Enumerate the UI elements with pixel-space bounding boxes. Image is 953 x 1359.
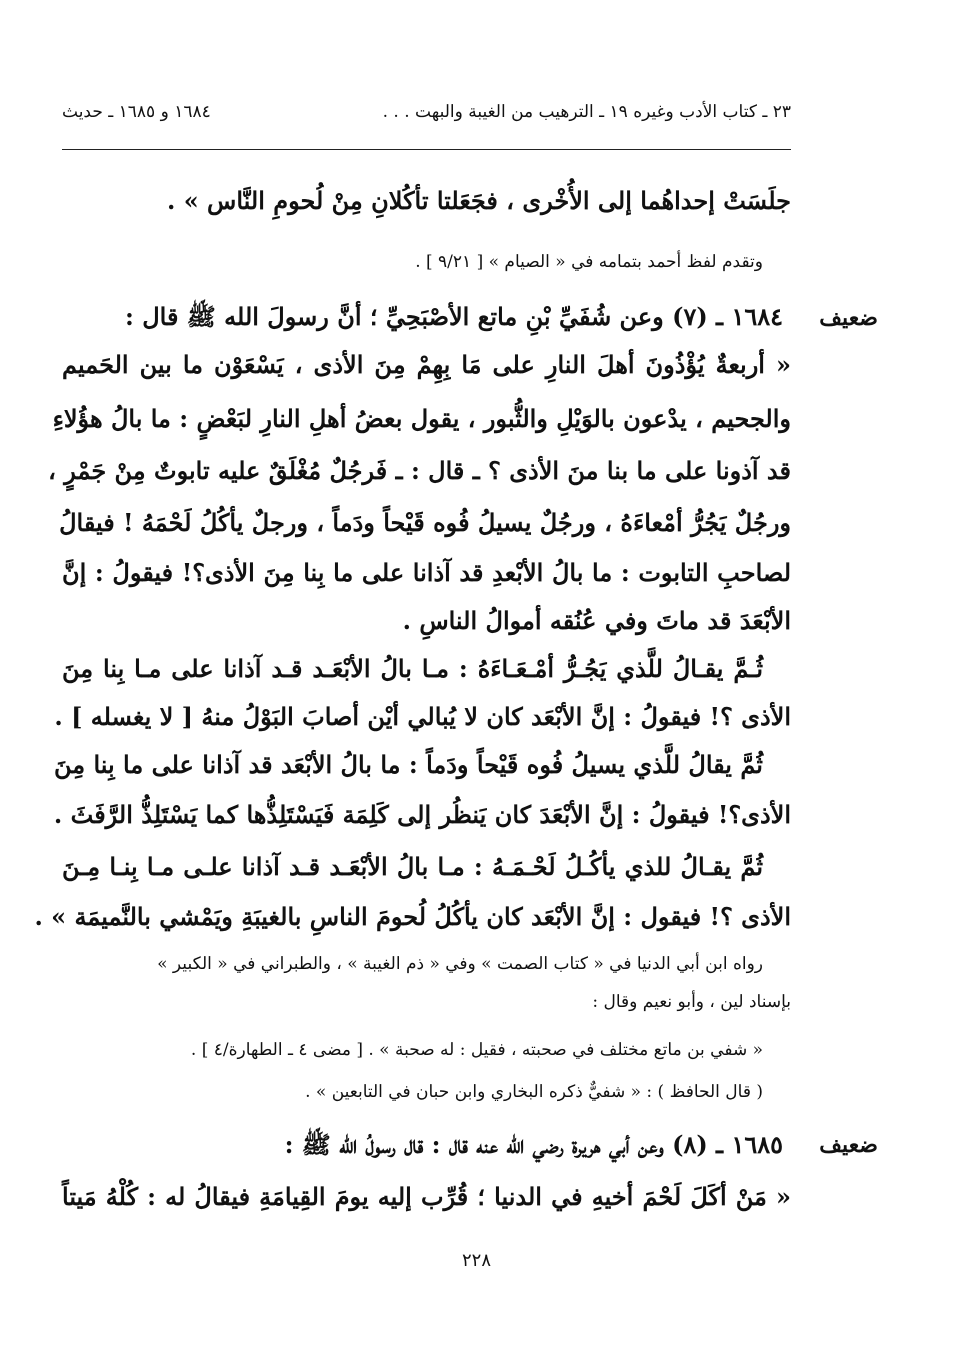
text-line: جلَسَتْ إحداهُما إلى الأُخْرى ، فجَعَلتا تأكُلانِ مِنْ لُحومِ النَّاس » .: [166, 186, 791, 215]
text-line: ورجُلٌ يَجُرُّ أمْعاءَهُ ، ورجُلٌ يسيلُ فُوه قَيْحاً ودَماً ، ورجلٌ يأكُلُ لَحْمَهُ ! فيقالُ: [59, 508, 791, 537]
text-line: الأذى؟! فيقولُ : إنَّ الأبْعَدَ كان يَنظُر إلى كَلِمَة فَيَسْتَلِذُّها كما يَسْتَلِذُّ الرَّفَثَ .: [53, 800, 791, 829]
grade-label: ضعيف: [819, 305, 878, 331]
text-line: الأذى ؟! فيقولُ : إنَّ الأبْعَد كان لا يُبالي أيْن أصابَ البَوْلُ منهُ [ لا يغسله ] .: [54, 702, 791, 731]
text-line: والجحيم ، يدْعون بالوَيْلِ والثُّبور ، يقول بعضُ أهلِ النارِ لبَعْضٍ : ما بالُ هؤُلاءِ: [52, 404, 791, 433]
text-line: قد آذونا على ما بنا منَ الأذى ؟ ـ قال : ـ فَرجُلٌ مُغْلَقٌ عليه تابوتٌ مِنْ جَمْرٍ ،: [48, 456, 791, 485]
hadith-heading: ١٦٨٤ ـ (٧) وعن شُفَيِّ بْنِ ماتع الأصْبَحِيِّ ؛ أنَّ رسولَ الله ﷺ قال :: [125, 302, 783, 331]
source-note: بإسناد لين ، وأبو نعيم وقال :: [592, 992, 791, 1012]
source-note: ( قال الحافظ ) : « شفيٌّ ذكره البخاري وابن حبان في التابعين » .: [305, 1082, 763, 1102]
text-line: لصاحبِ التابوت : ما بالُ الأبْعدِ قد آذانا على ما بِنا مِنَ الأذى؟! فيقولُ : إنَّ: [62, 558, 791, 587]
text-line: الأذى ؟! فيقول : إنَّ الأبْعَد كان يأكُلُ لُحومَ الناسِ بالغيبَةِ ويَمْشي بالنَّميمَة » .: [34, 902, 791, 931]
source-note: « شفي بن ماتع مختلف في صحبته ، فقيل : له صحبة » . [ مضى ٤ ـ الطهارة/٤ ] .: [190, 1040, 763, 1060]
text-line: « مَنْ أكَلَ لَحْمَ أخيهِ في الدنيا ؛ قُرِّب إليه يومَ القِيامَةِ فيقالُ له : كُلْهُ مَيتاً: [62, 1182, 791, 1211]
grade-label: ضعيف: [819, 1132, 878, 1158]
running-header: [62, 102, 791, 132]
text-line: « أربعةٌ يُؤْذُونَ أهلَ النارِ على مَا بِهِمْ مِنَ الأذى ، يَسْعَوْن ما بين الحَميم: [62, 350, 791, 379]
header-hadith-range: ١٦٨٤ و ١٦٨٥ ـ حديث: [62, 102, 211, 122]
hadith-heading: ١٦٨٥ ـ (٨) وعن أبي هريرة رضي الله عنه قال : قال رسولُ الله ﷺ :: [284, 1130, 783, 1159]
text-line: ثُمَّ يقالُ للَّذي يسيلُ فُوه قَيْحاً ودَماً : ما بالُ الأبْعَد قد آذانا على ما بِنا مِنَ: [53, 750, 763, 779]
header-rule: [62, 149, 791, 150]
text-line: الأبْعَدَ قد ماتَ وفي عُنُقه أموالُ الناسِ .: [402, 606, 791, 635]
page-number: ٢٢٨: [461, 1250, 491, 1271]
source-note: رواه ابن أبي الدنيا في « كتاب الصمت » وفي « ذم الغيبة » ، والطبراني في « الكبير »: [157, 954, 763, 974]
text-line: ثُـمَّ يقـالُ للَّذي يَجُـرُّ أمْـعَـاءَهُ : مـا بالُ الأبْعَـد قـد آذانا على مـا بِنا مِنَ: [62, 654, 763, 683]
text-line: ثُمَّ يقـالُ للذي يأكُـلُ لَحْـمَـهُ : مـا بالُ الأبْعَـد قـد آذانا علـى مـا بِنـا مِـنَ: [62, 852, 763, 881]
header-chapter-title: ٢٣ ـ كتاب الأدب وغيره ١٩ ـ الترهيب من الغيبة والبهت . . .: [382, 102, 791, 122]
reference-note: وتقدم لفظ أحمد بتمامه في « الصيام » [ ٩/٢١ ] .: [415, 252, 763, 272]
